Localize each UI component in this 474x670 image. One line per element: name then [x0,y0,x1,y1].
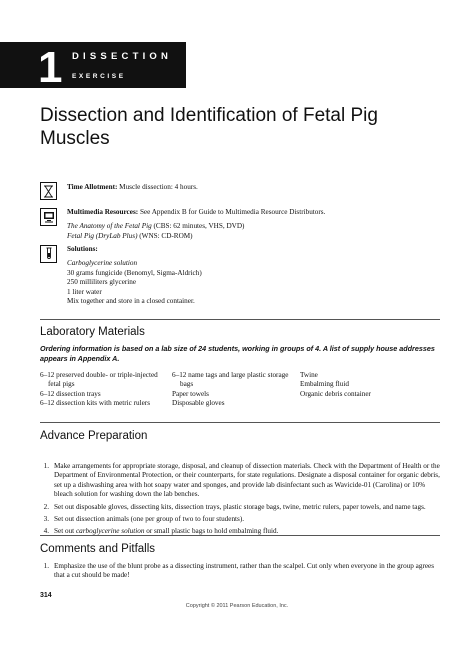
solutions [67,245,447,306]
time-allotment-text: Muscle dissection: 4 hours. [119,183,198,191]
solution-name: Carboglycerine solution [67,259,138,268]
chapter-label: DISSECTION [72,51,173,62]
chapter-number: 1 [38,43,63,92]
multimedia-item: The Anatomy of the Fetal Pig (CBS: 62 minutes, VHS, DVD) [67,222,245,231]
list-item: 3. Set out dissection animals (one per group of two to four students). [43,515,245,524]
page-title: Dissection and Identification of Fetal Pig Muscles [40,105,378,149]
ordering-note: Ordering information is based on a lab size of 24 students, working in groups of 4. A list of supply house addresses appears in Appendix A. [40,344,435,363]
material-item: Disposable gloves [172,399,225,408]
multimedia-text: See Appendix B for Guide to Multimedia Resource Distributors. [139,208,326,216]
lab-materials-heading: Laboratory Materials [40,326,145,338]
multimedia-resources [67,208,447,241]
hourglass-icon [40,182,57,200]
materials-column-1 [40,371,165,409]
list-item: 4. Set out carboglycerine solution or small plastic bags to hold embalming fluid. [43,527,279,536]
list-item: 1. Emphasize the use of the blunt probe as a dissecting instrument, rather than the scalpel. Cut only when everyone in the group agrees that a cut should be made! [43,562,435,580]
copyright-notice: Copyright © 2011 Pearson Education, Inc. [185,603,289,609]
material-item: 6–12 dissection trays [40,389,101,398]
list-item: 1. Make arrangements for appropriate storage, disposal, and cleanup of dissection materials. Check with the Department of Health or the Department of Environmental Protection, or their counterparts, for state regulations. Designate a disposal container for organic debris, set up a dishwashing area with hot soapy water and sponges, and provide lab disinfectant such as Wavicide-01 (Carolina) or 10% bleach solution for washing down the lab benches. [43,462,440,499]
chapter-banner [0,42,186,92]
material-item: Organic debris container [300,389,371,398]
section-divider [40,535,440,536]
comments-heading: Comments and Pitfalls [40,543,156,555]
material-item: 6–12 dissection kits with metric rulers [40,399,150,408]
section-divider [40,422,440,423]
materials-column-2 [172,371,294,409]
time-allotment [67,183,447,192]
comments-list [40,562,440,581]
section-divider [40,319,440,320]
multimedia-label: Multimedia Resources: [67,208,139,216]
advance-prep-list [40,462,440,540]
solution-line: 1 liter water [67,287,102,296]
multimedia-item: Fetal Pig (DryLab Plus) (WNS: CD-ROM) [67,231,193,240]
material-item: Paper towels [172,389,209,398]
chapter-sublabel: EXERCISE [72,73,126,80]
list-item: 2. Set out disposable gloves, dissecting kits, dissection trays, plastic storage bags, twine, metric rulers, paper towels, and name tags. [43,502,426,511]
page-number: 314 [40,592,52,599]
time-allotment-label: Time Allotment: [67,183,118,191]
test-tube-icon [40,245,57,263]
material-item: Twine [300,371,318,379]
solution-line: 250 milliliters glycerine [67,278,137,287]
computer-icon [40,208,57,226]
advance-prep-heading: Advance Preparation [40,430,148,442]
material-item: Embalming fluid [300,380,349,389]
solution-line: Mix together and store in a closed container. [67,297,195,306]
material-item: 6–12 name tags and large plastic storage bags [172,371,289,389]
solutions-label: Solutions: [67,245,98,253]
materials-column-3 [300,371,440,399]
solution-line: 30 grams fungicide (Benomyl, Sigma-Aldrich) [67,268,202,277]
material-item: 6–12 preserved double- or triple-injected fetal pigs [40,371,158,389]
